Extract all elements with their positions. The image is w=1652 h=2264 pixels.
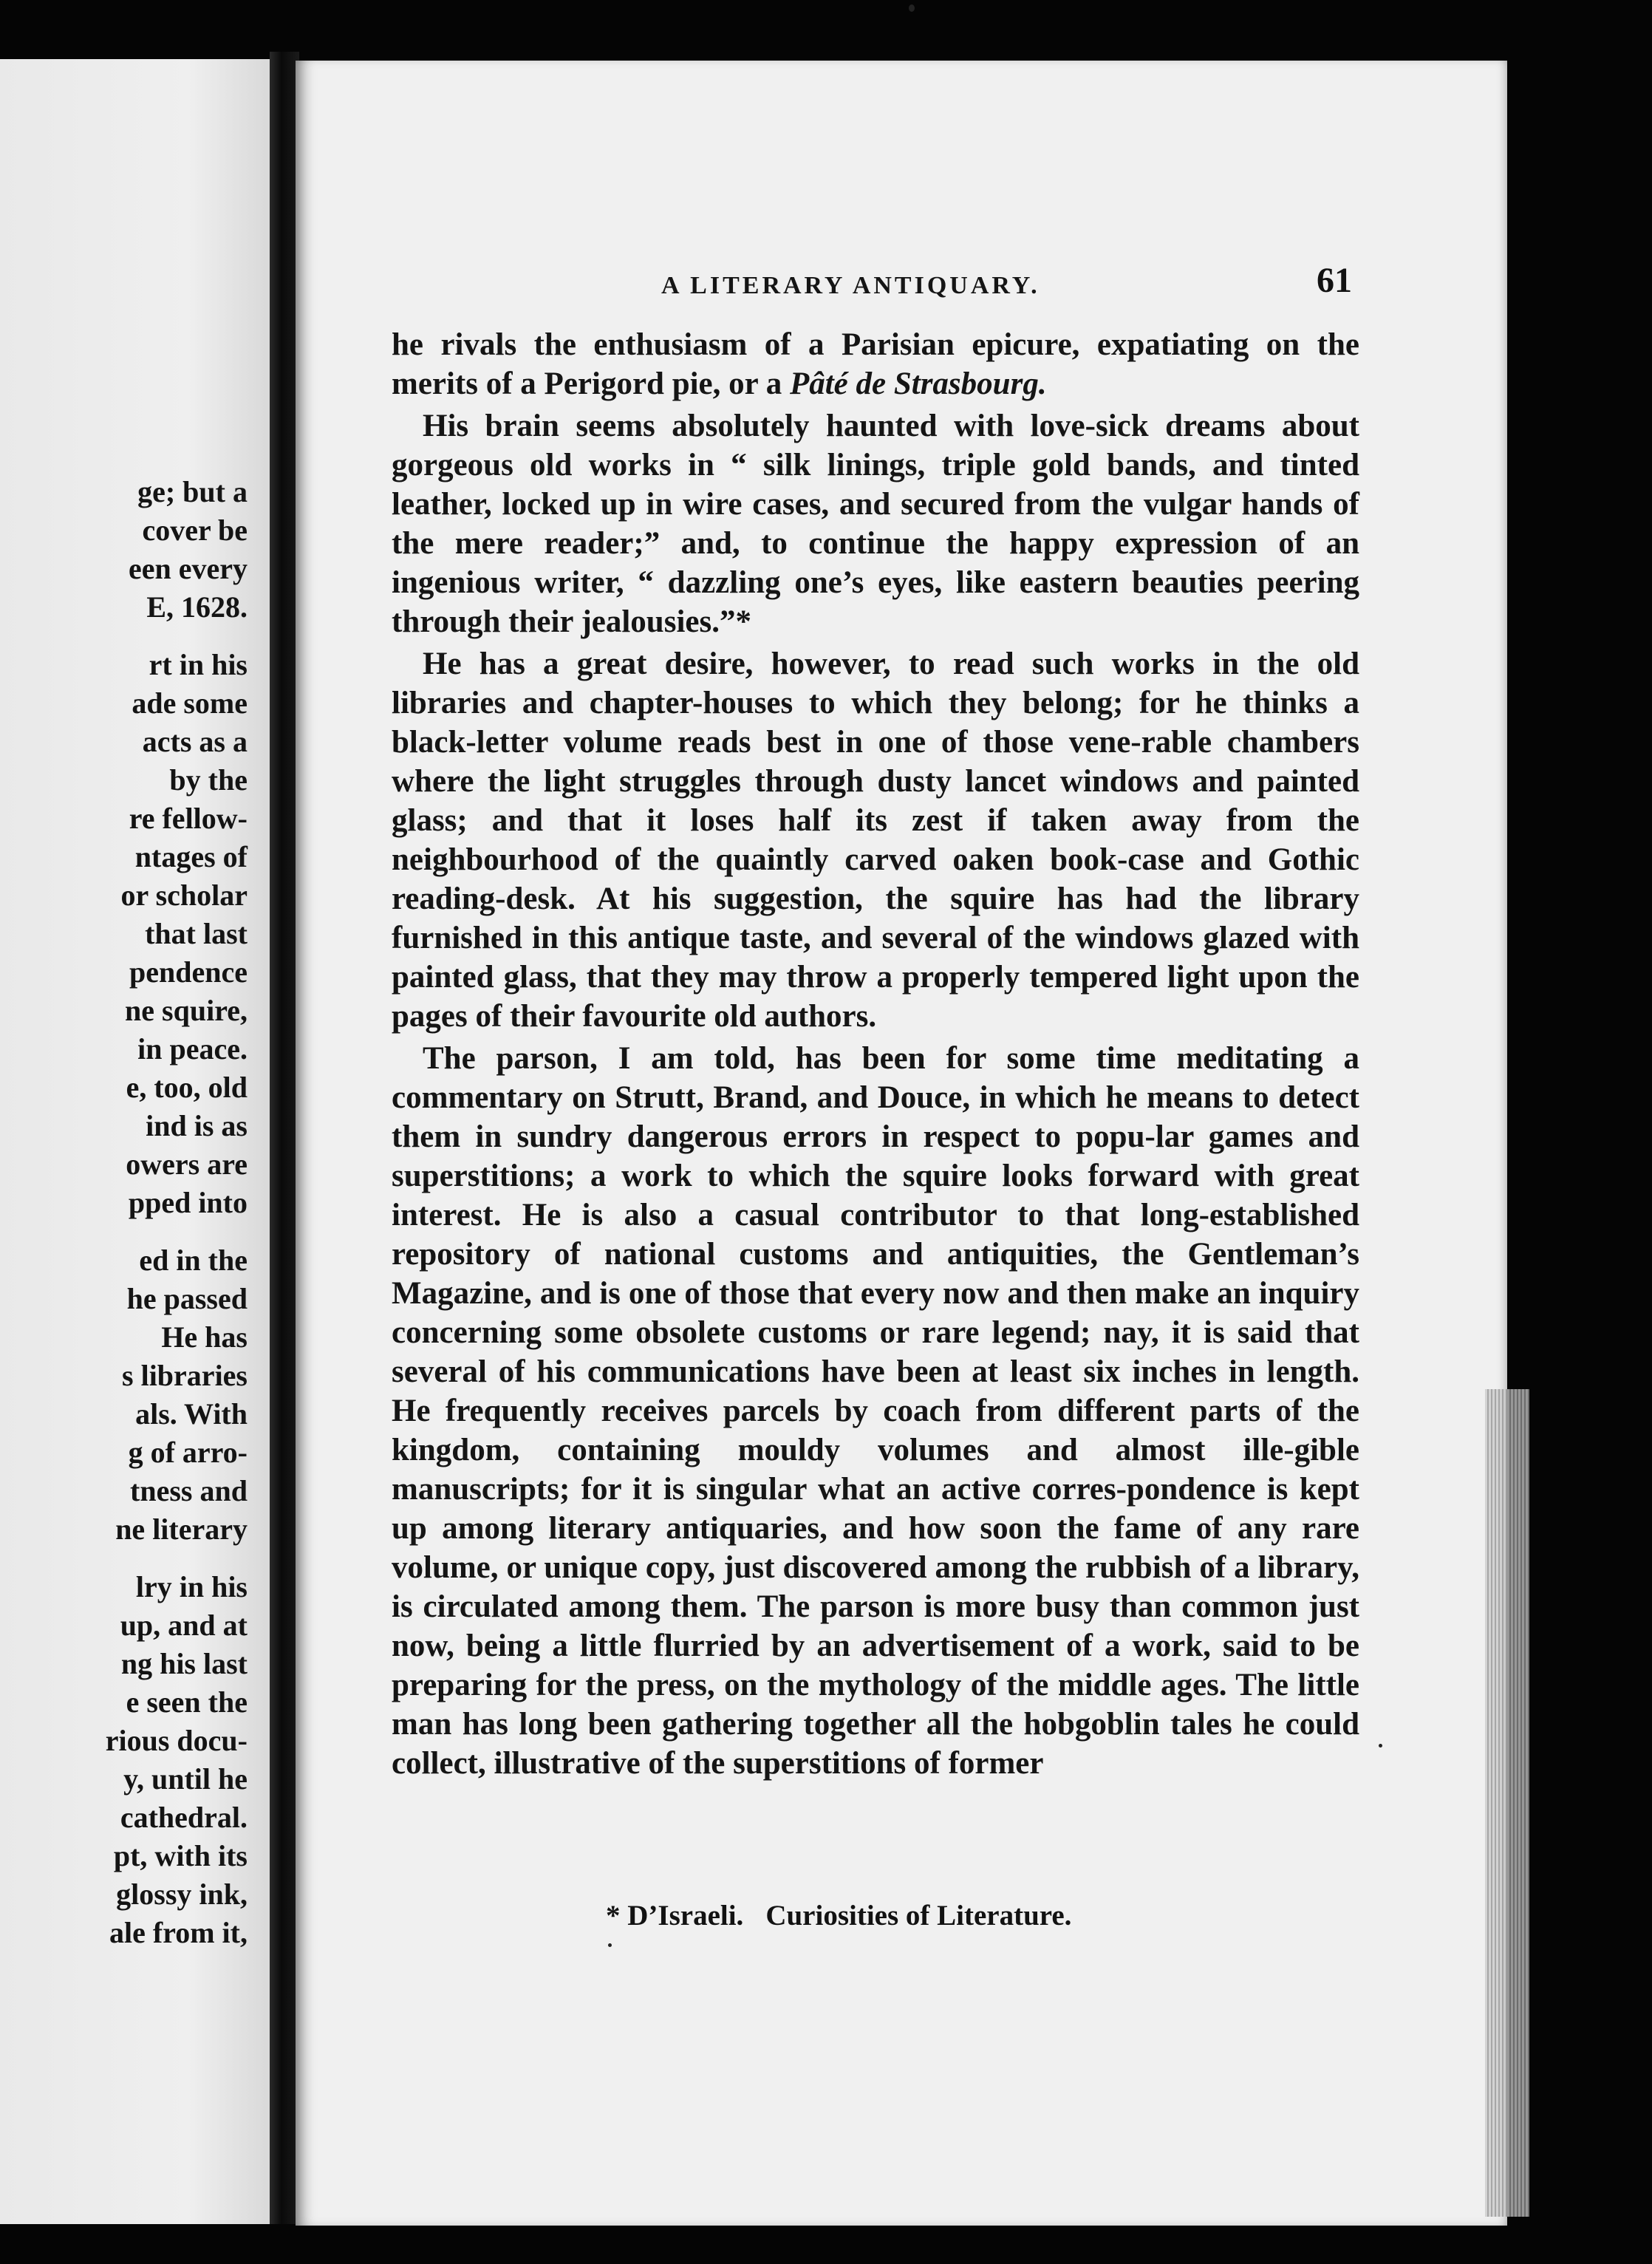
facing-page-text [0,59,248,1952]
facing-page-line: pt, with its [113,1839,248,1872]
paragraph-4: The parson, I am told, has been for some time meditating a commentary on Strutt, Brand, and Douce, in which he means to detect them in sundry dangerous errors in respect to popu-lar games and superstitions; a work to which the squire looks forward with great interest. He is also a casual contributor to that long-established repository of national customs and antiquities, the Gentleman’s Magazine, and is one of those that every now and then make an inquiry concerning some obsolete customs or rare legend; nay, it is said that several of his communications have been at least six inches in length. He frequently receives parcels by coach from different parts of the kingdom, containing mouldy volumes and almost ille-gible manuscripts; for it is singular what an active corres-pondence is kept up among literary antiquaries, and how soon the fame of any rare volume, or unique copy, just discovered among the rubbish of a library, is circulated among them. The parson is more busy than common just now, being a little flurried by an advertisement of a work, said to be preparing for the press, on the mythology of the middle ages. The little man has long been gathering together all the hobgoblin tales he could collect, illustrative of the superstitions of former [392,1041,1359,1781]
facing-page-line: g of arro- [128,1436,248,1469]
facing-page-line: e seen the [126,1685,248,1719]
facing-page-line: als. With [135,1397,248,1431]
dust-speck [1379,1744,1382,1748]
facing-page-line: in peace. [137,1032,248,1065]
facing-page-line: or scholar [120,879,248,912]
facing-page-left [0,59,270,2224]
facing-page-line: een every [128,552,248,585]
facing-page-line: y, until he [123,1762,248,1796]
body-text [392,325,1359,1786]
book-gutter [270,52,299,2224]
facing-page-gap [0,1222,248,1241]
facing-page-line: cover be [142,514,248,547]
facing-page-line: he passed [126,1282,248,1315]
running-head: A LITERARY ANTIQUARY. [661,272,1040,299]
facing-page-line: s libraries [122,1359,248,1392]
paragraph-1 [392,325,1359,403]
facing-page-line: acts as a [142,725,248,758]
italic-phrase: Pâté de Strasbourg. [789,366,1047,401]
facing-page-line: ade some [132,686,248,720]
facing-page-line: re fellow- [129,802,248,835]
page-number: 61 [1317,261,1352,300]
footnote [606,1899,1071,1932]
footnote-author: D’Israeli. [627,1900,744,1931]
facing-page-line: ng his last [120,1647,248,1680]
facing-page-line: ne literary [115,1513,248,1546]
facing-page-line: up, and at [120,1609,248,1642]
paragraph-1-text: he rivals the enthusiasm of a Parisian epicure, expatiating on the merits of a Perigord pie, or a [392,327,1359,401]
facing-page-line: ntages of [134,840,248,873]
facing-page-line: owers are [126,1148,248,1181]
dust-speck [909,4,915,12]
facing-page-line: ge; but a [137,475,248,508]
facing-page-line: ale from it, [109,1916,248,1949]
facing-page-gap [0,1549,248,1568]
footnote-marker: * [606,1900,621,1931]
page-header [392,259,1352,303]
dust-speck [608,1943,612,1947]
facing-page-line: glossy ink, [116,1878,248,1911]
paragraph-3: He has a great desire, however, to read such works in the old libraries and chapter-houses to which they belong; for he thinks a black-letter volume reads best in one of those vene-rable chambers where the light struggles through dusty lancet windows and painted glass; and that it loses half its zest if taken away from the neighbourhood of the quaintly carved oaken book-case and Gothic reading-desk. At his suggestion, the squire has had the library furnished in this antique taste, and several of the windows glazed with painted glass, that they may throw a properly tempered light upon the pages of their favourite old authors. [392,647,1359,1034]
facing-page-line: ed in the [139,1244,248,1277]
facing-page-line: rious docu- [105,1724,248,1757]
facing-page-gap [0,627,248,646]
facing-page-line: ne squire, [125,994,248,1027]
facing-page-line: pendence [129,955,248,989]
paragraph-2: His brain seems absolutely haunted with love-sick dreams about gorgeous old works in “ silk linings, triple gold bands, and tinted leather, locked up in wire cases, and secured from the vulgar hands of the mere reader;” and, to continue the happy expression of an ingenious writer, “ dazzling one’s eyes, like eastern beauties peering through their jealousies.”* [392,409,1359,639]
facing-page-line: that last [145,917,248,950]
page-edge [1485,1389,1529,2217]
facing-page-line: rt in his [149,648,248,681]
facing-page-line: e, too, old [126,1071,248,1104]
facing-page-line: cathedral. [120,1801,248,1834]
facing-page-line: E, 1628. [146,590,248,624]
facing-page-line: by the [169,763,248,797]
footnote-title: Curiosities of Literature. [765,1900,1072,1931]
facing-page-line: pped into [128,1186,248,1219]
facing-page-line: ind is as [146,1109,248,1142]
facing-page-line: lry in his [135,1570,248,1603]
facing-page-line: He has [161,1320,248,1354]
facing-page-line: tness and [130,1474,248,1507]
